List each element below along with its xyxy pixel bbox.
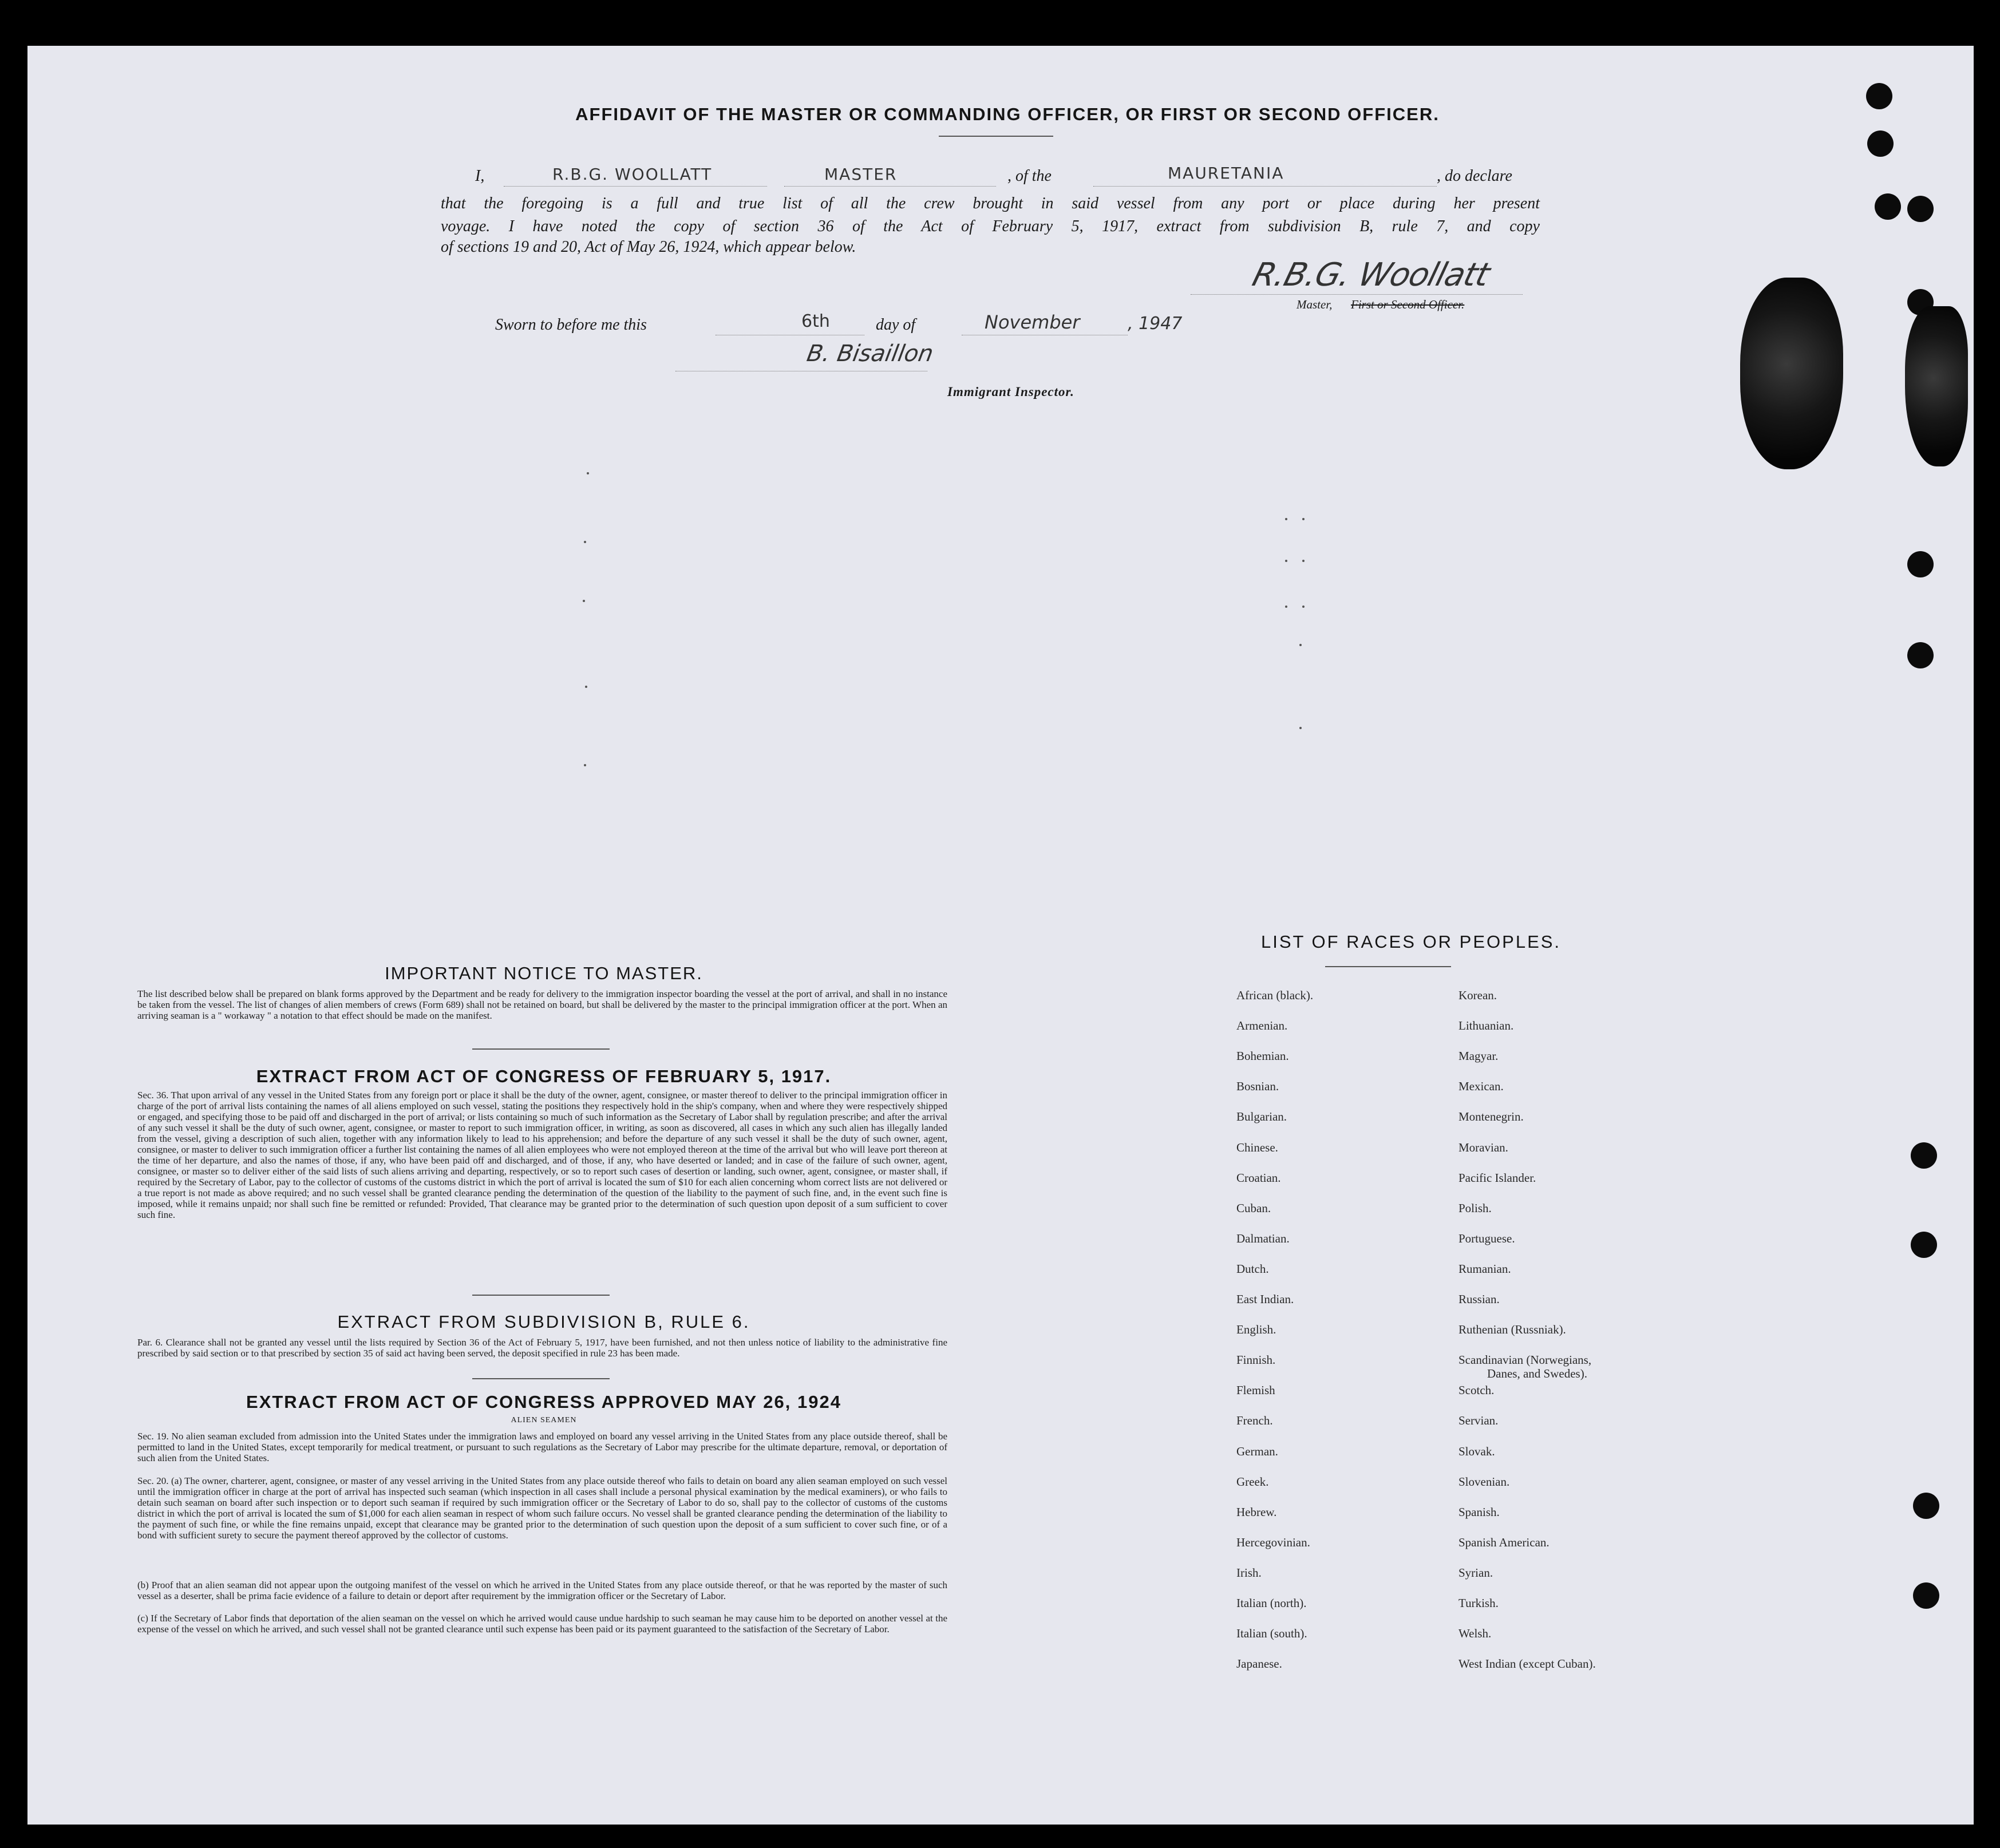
extract-1924-title: EXTRACT FROM ACT OF CONGRESS APPROVED MAY 26, 1924 (246, 1392, 841, 1412)
scan-speck (1299, 644, 1302, 646)
master-caption: Master, (1297, 298, 1333, 311)
race-item: German. (1236, 1444, 1278, 1458)
subdivision-b-text: Par. 6. Clearance shall not be granted any vessel until the lists required by Section 36 of the Act of February 5, 1917, have been furnished, and not then unless notice of liability to the administrative fine prescribed by said section or to that prescribed by section 35 of said act having been served, the deposit specified in rule 23 has been made. (137, 1337, 947, 1359)
notice-title: IMPORTANT NOTICE TO MASTER. (385, 963, 703, 983)
sworn-day: 6th (801, 311, 830, 331)
race-item: English. (1236, 1323, 1276, 1337)
races-title: LIST OF RACES OR PEOPLES. (1260, 932, 1562, 952)
of-the-label: , of the (1007, 167, 1052, 185)
punch-hole-icon (1911, 1232, 1937, 1258)
race-item: Flemish (1236, 1383, 1275, 1398)
punch-hole-icon (1913, 1582, 1939, 1609)
extract-1924-sec20b: (b) Proof that an alien seaman did not appear upon the outgoing manifest of the vessel on which he arrived in the United States from any place outside thereof, or that he was reported by the master of such vessel as a deserter, shall be prima facie evidence of a failure to detain or deport after requirement by the immigration officer or the Secretary of Labor. (137, 1580, 947, 1601)
race-item: Portuguese. (1459, 1231, 1515, 1245)
divider (1325, 966, 1451, 967)
race-item: Bohemian. (1236, 1049, 1289, 1063)
scan-speck (1285, 606, 1287, 608)
divider (939, 136, 1053, 137)
rank-line (784, 186, 996, 187)
race-item: Polish. (1459, 1201, 1492, 1215)
embossed-seal-icon (1905, 306, 1968, 466)
punch-hole-icon (1875, 193, 1901, 220)
extract-1917-title: EXTRACT FROM ACT OF CONGRESS OF FEBRUARY 5, 1917. (256, 1066, 832, 1086)
extract-1924-sec20a: Sec. 20. (a) The owner, charterer, agent, consignee, or master of any vessel arriving in the United States from any place outside thereof who fails to detain on board any alien seaman employed on such vessel until the immigration officer in charge at the port of arrival has inspected such seaman (which inspection in all cases shall include a personal physical examination by the medical examiners), or who fails to detain such seaman on board after such inspection or to deport such seaman if required by such immigration officer or the Secretary of Labor to do so, shall pay to the collector of customs of the customs district in which the port of arrival is located the sum of $1,000 for each alien seaman in respect of whom such failure occurs. No vessel shall be granted clearance pending the determination of the liability to the payment of such fine, or while the fine remains unpaid, except that clearance may be granted prior to the determination of such question upon the deposit of a sum sufficient to cover such fine, or of a bond with sufficient surety to secure the payment thereof approved by the collector of customs. (137, 1475, 947, 1541)
struck-officer-caption: First or Second Officer. (1351, 298, 1465, 311)
divider (472, 1048, 610, 1050)
race-item: Spanish. (1459, 1505, 1500, 1519)
master-name: R.B.G. WOOLLATT (552, 165, 713, 184)
extract-1917-text: Sec. 36. That upon arrival of any vessel in the United States from any foreign port or place it shall be the duty of the owner, agent, consignee, or master thereof to deliver to the principal immigration officer in charge of the port of arrival lists containing the names of all aliens employed on such vessel, stating the positions they respectively hold in the ship's company, when and where they were respectively shipped or engaged, and specifying those to be paid off and discharged in the port of arrival; or lists containing so much of such information as the Secretary of Labor shall by regulation prescribe; and after the arrival of any such vessel it shall be the duty of such owner, agent, consignee, or master to report to such immigration officer, in writing, as soon as discovered, all cases in which any such alien has illegally landed from the vessel, giving a description of such alien, together with any information likely to lead to his apprehension; and before the departure of any such vessel it shall be the duty of such owner, agent, consignee, or master to deliver to such immigration officer a further list containing the names of all alien employees who were not employed thereon at the time of the arrival but who will leave port thereon at the time of her departure, and also the names of those, if any, who have been paid off and discharged, and of those, if any, who have deserted or landed; and in case of the failure of such owner, agent, consignee, or master so to deliver either of the said lists of such aliens arriving and departing, respectively, or so to report such cases of desertion or landing, such owner, agent, consignee, or master shall, if required by the Secretary of Labor, pay to the collector of customs of the customs district in which the port of arrival is located the sum of $10 for each alien concerning whom correct lists are not delivered or a true report is not made as above required; and no such vessel shall be granted clearance pending the determination of the question of the liability to the payment of such fine, and, in the event such fine is imposed, while it remains unpaid; nor shall such fine be remitted or refunded: Provided, That clearance may be granted prior to the determination of such question upon deposit of a sum sufficient to cover such fine. (137, 1090, 947, 1220)
race-item: Mexican. (1459, 1079, 1504, 1094)
notice-text: The list described below shall be prepared on blank forms approved by the Department and be ready for delivery to the immigration inspector boarding the vessel at the port of arrival, and shall in no instance be taken from the vessel. The list of changes of alien members of crews (Form 689) shall not be retained on board, but shall be delivered by the master to the principal immigration officer at the port. When an arriving seaman is a " workaway " a notation to that effect should be made on the manifest. (137, 988, 947, 1021)
scan-speck (1285, 518, 1287, 520)
race-item: Cuban. (1236, 1201, 1271, 1215)
declaration-prefix: I, (475, 167, 485, 185)
race-item: West Indian (except Cuban). (1459, 1657, 1596, 1671)
divider (472, 1295, 610, 1296)
race-item: Greek. (1236, 1474, 1269, 1489)
scan-speck (1302, 518, 1305, 520)
master-signature: R.B.G. Woollatt (1248, 256, 1493, 294)
race-item: French. (1236, 1414, 1273, 1428)
race-item: Japanese. (1236, 1657, 1282, 1671)
race-item: Lithuanian. (1459, 1019, 1514, 1033)
vessel-name: MAURETANIA (1168, 164, 1284, 183)
punch-hole-icon (1866, 83, 1892, 109)
affidavit-title: AFFIDAVIT OF THE MASTER OR COMMANDING OFFICER, OR FIRST OR SECOND OFFICER. (575, 104, 1440, 124)
punch-hole-icon (1867, 130, 1894, 157)
punch-hole-icon (1913, 1493, 1939, 1519)
race-item: Finnish. (1236, 1353, 1276, 1367)
race-item: Montenegrin. (1459, 1110, 1524, 1124)
race-item: Croatian. (1236, 1170, 1281, 1185)
divider (472, 1378, 610, 1379)
declare-label: , do declare (1437, 167, 1512, 185)
scan-speck (584, 541, 586, 543)
rank-field: MASTER (824, 165, 898, 184)
scan-speck (583, 600, 585, 602)
embossed-seal-icon (1740, 278, 1843, 469)
race-item: Hercegovinian. (1236, 1535, 1310, 1549)
race-item: Slovak. (1459, 1444, 1495, 1458)
race-item: Dalmatian. (1236, 1231, 1290, 1245)
race-item: Dutch. (1236, 1261, 1269, 1276)
sworn-label: Sworn to before me this (495, 316, 647, 334)
race-item: Bulgarian. (1236, 1110, 1287, 1124)
scan-speck (1302, 606, 1305, 608)
declaration-line-4: of sections 19 and 20, Act of May 26, 1924, which appear below. (441, 238, 856, 256)
scan-speck (587, 472, 589, 474)
race-item: Servian. (1459, 1414, 1499, 1428)
race-item: Scandinavian (Norwegians, (1459, 1353, 1592, 1367)
race-item: Slovenian. (1459, 1474, 1510, 1489)
race-item: Bosnian. (1236, 1079, 1279, 1094)
race-item: Italian (north). (1236, 1596, 1307, 1610)
race-item: Italian (south). (1236, 1627, 1307, 1641)
declaration-line-3: voyage. I have noted the copy of section 36 of the Act of February 5, 1917, extract from subdivision B, rule 7, and copy (441, 217, 1540, 235)
race-item: Russian. (1459, 1292, 1500, 1306)
scan-speck (584, 764, 586, 766)
inspector-caption: Immigrant Inspector. (947, 385, 1074, 399)
day-of-label: day of (876, 316, 916, 334)
punch-hole-icon (1907, 642, 1934, 668)
race-item: African (black). (1236, 988, 1314, 1002)
race-item: Irish. (1236, 1565, 1262, 1580)
extract-1924-sec19: Sec. 19. No alien seaman excluded from admission into the United States under the immigration laws and employed on board any vessel arriving in the United States from any place outside thereof, shall be permitted to land in the United States, except temporarily for medical treatment, or pursuant to such regulations as the Secretary of Labor may prescribe for the ultimate departure, removal, or deportation of such alien from the United States. (137, 1431, 947, 1463)
race-item: Armenian. (1236, 1019, 1288, 1033)
declaration-line-2: that the foregoing is a full and true list of all the crew brought in said vessel from any port or place during her present (441, 195, 1540, 212)
vessel-line (1093, 186, 1437, 187)
scan-speck (585, 686, 587, 688)
scan-speck (1299, 727, 1302, 729)
sworn-month: November (985, 311, 1080, 333)
race-item: Turkish. (1459, 1596, 1499, 1610)
alien-seamen-subtitle: ALIEN SEAMEN (511, 1416, 577, 1424)
sworn-year: , 1947 (1128, 314, 1183, 334)
punch-hole-icon (1911, 1142, 1937, 1169)
scan-speck (1285, 560, 1287, 562)
extract-1924-sec20c: (c) If the Secretary of Labor finds that deportation of the alien seaman on the vessel on which he arrived would cause undue hardship to such seaman he may cause him to be deported on another vessel at the expense of the vessel on which he arrived, and such vessel shall not be granted clearance until such expense has been paid or its payment guaranteed to the satisfaction of the Secretary of Labor. (137, 1613, 947, 1635)
race-item-continuation: Danes, and Swedes). (1487, 1367, 1587, 1381)
race-item: Welsh. (1459, 1627, 1492, 1641)
subdivision-b-title: EXTRACT FROM SUBDIVISION B, RULE 6. (337, 1312, 750, 1332)
race-item: East Indian. (1236, 1292, 1294, 1306)
punch-hole-icon (1907, 196, 1934, 222)
inspector-signature: B. Bisaillon (804, 341, 936, 367)
signature-line (1191, 294, 1523, 295)
name-line (504, 186, 767, 187)
race-item: Spanish American. (1459, 1535, 1550, 1549)
race-item: Scotch. (1459, 1383, 1495, 1398)
race-item: Syrian. (1459, 1565, 1493, 1580)
race-item: Hebrew. (1236, 1505, 1277, 1519)
race-item: Rumanian. (1459, 1261, 1511, 1276)
race-item: Ruthenian (Russniak). (1459, 1323, 1566, 1337)
scan-speck (1302, 560, 1305, 562)
race-item: Chinese. (1236, 1140, 1278, 1154)
race-item: Pacific Islander. (1459, 1170, 1536, 1185)
race-item: Korean. (1459, 988, 1497, 1002)
punch-hole-icon (1907, 551, 1934, 577)
race-item: Moravian. (1459, 1140, 1508, 1154)
race-item: Magyar. (1459, 1049, 1499, 1063)
